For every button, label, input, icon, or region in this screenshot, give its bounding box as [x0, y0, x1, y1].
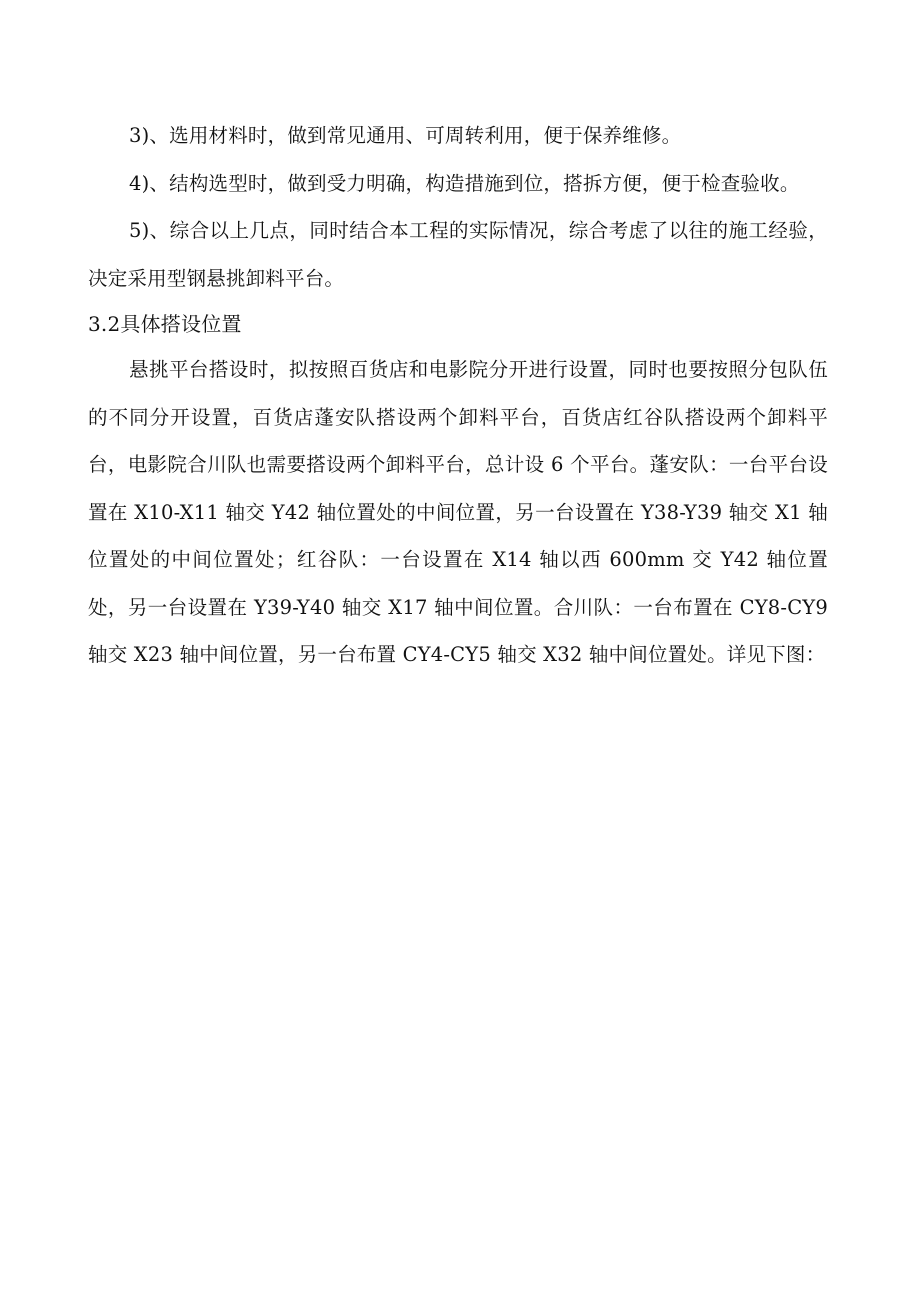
list-item-3: 3)、选用材料时，做到常见通用、可周转利用，便于保养维修。 [129, 124, 682, 147]
section-heading: 3.2具体搭设位置 [88, 312, 242, 336]
list-item-5: 5)、综合以上几点，同时结合本工程的实际情况，综合考虑了以往的施工经验，决定采用型钢悬挑卸料平台。 [88, 219, 828, 290]
list-item-4: 4)、结构选型时，做到受力明确，构造措施到位，搭拆方便，便于检查验收。 [129, 171, 800, 195]
document-body [88, 112, 828, 679]
body-paragraph: 悬挑平台搭设时，拟按照百货店和电影院分开进行设置，同时也要按照分包队伍的不同分开设置，百货店蓬安队搭设两个卸料平台，百货店红谷队搭设两个卸料平台，电影院合川队也需要搭设两个卸料平台，总计设 6 个平台。蓬安队：一台平台设置在 X10-X11 轴交 Y42 轴位置处的中间位置，另一台设置在 Y38-Y39 轴交 X1 轴位置处的中间位置处；红谷队：一台设置在 X14 轴以西 600mm 交 Y42 轴位置处，另一台设置在 Y39-Y40 轴交 X17 轴中间位置。合川队：一台布置在 CY8-CY9 轴交 X23 轴中间位置，另一台布置 CY4-CY5 轴交 X32 轴中间位置处。详见下图： [88, 358, 828, 666]
